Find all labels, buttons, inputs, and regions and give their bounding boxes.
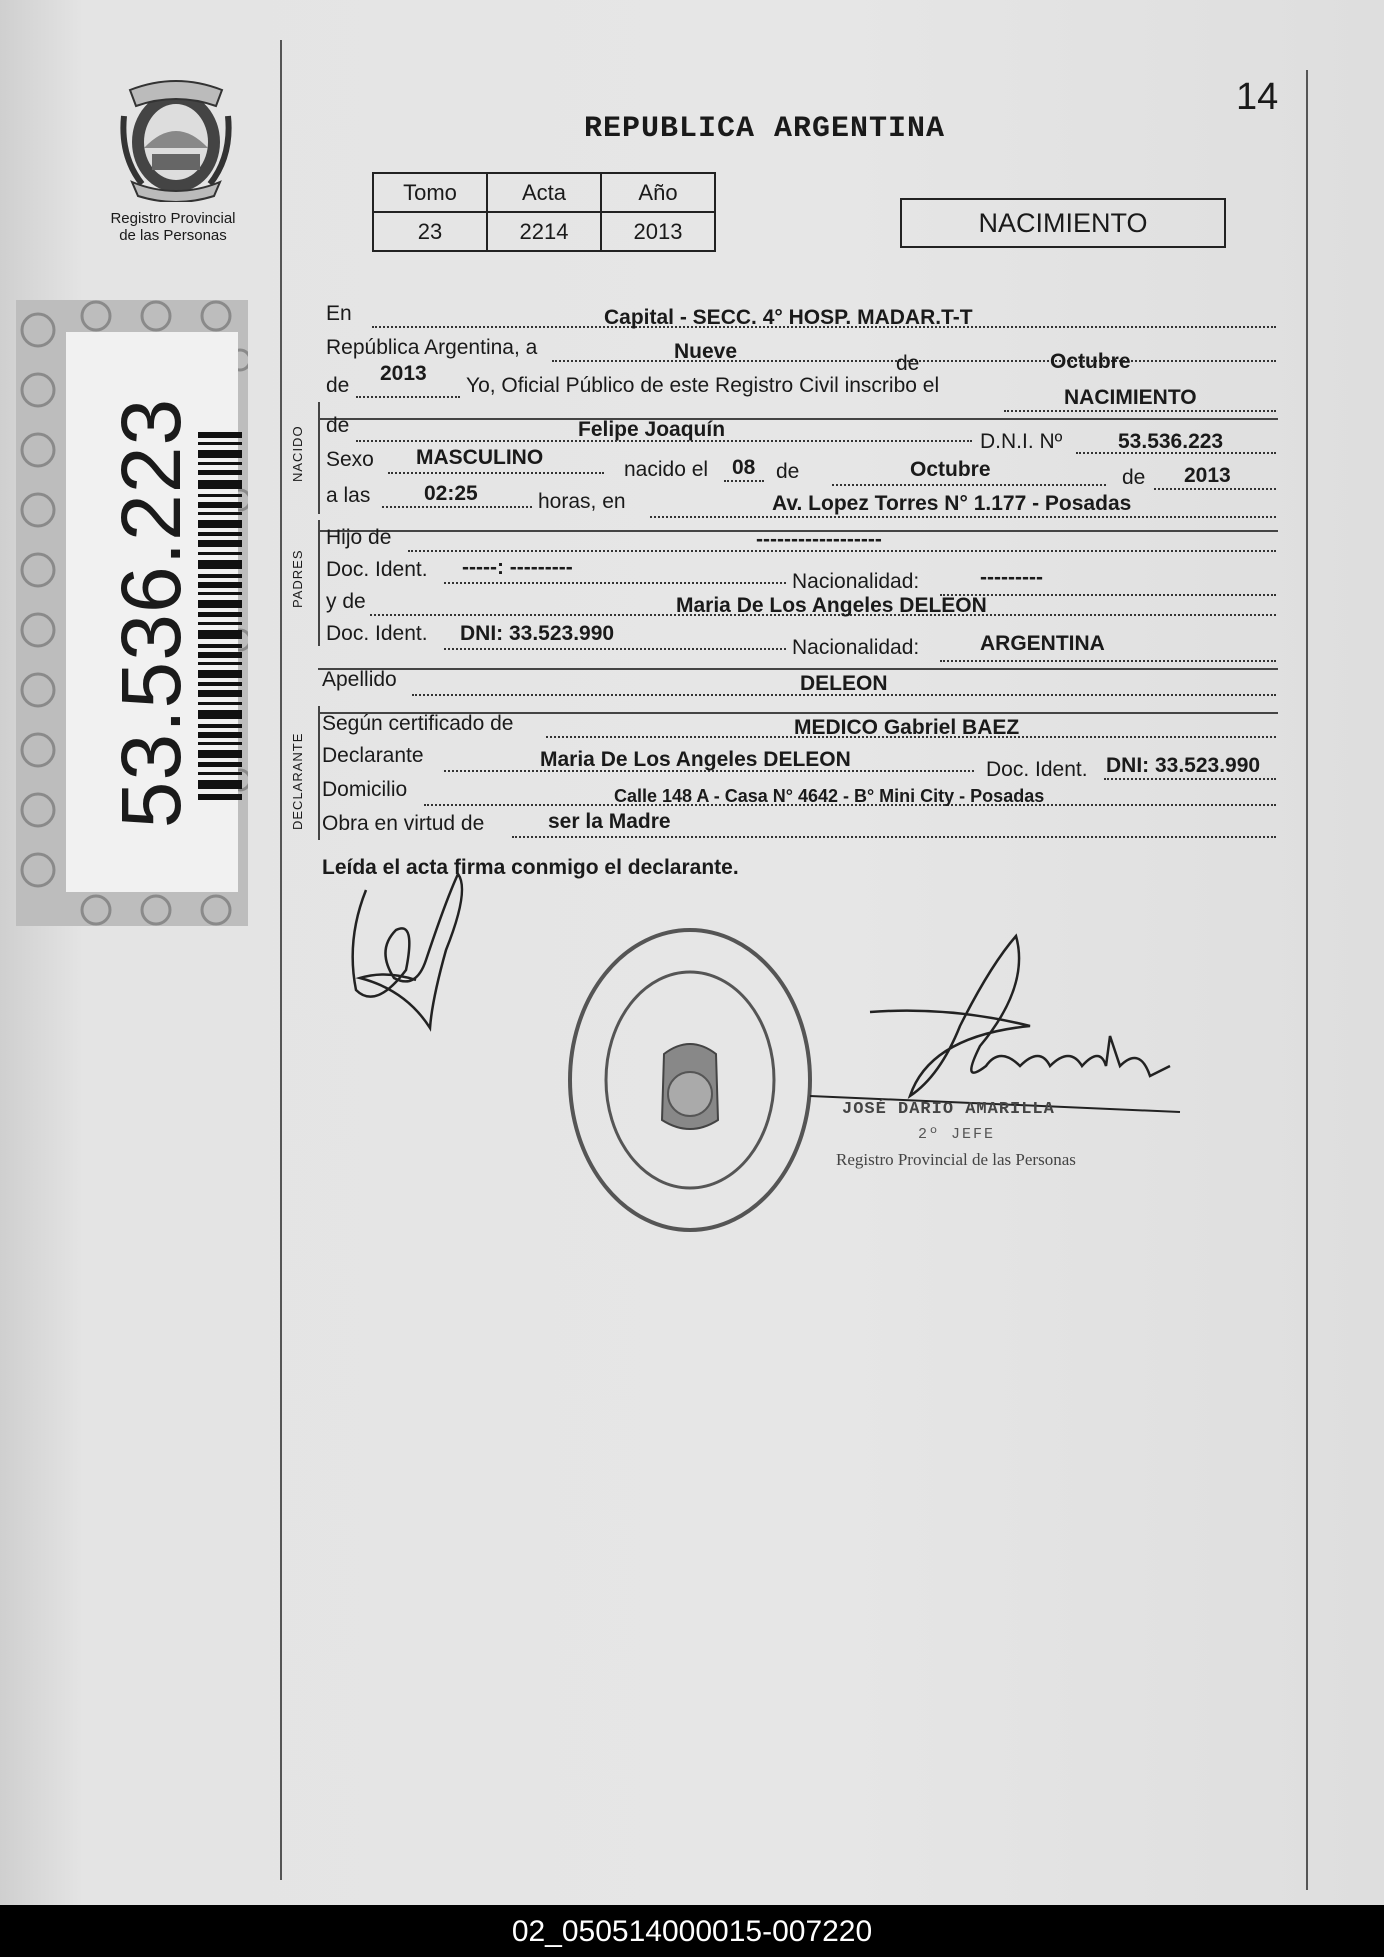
record-table-header: Año	[601, 173, 715, 212]
value-apellido: DELEON	[800, 672, 888, 695]
value-hora: 02:25	[424, 482, 478, 505]
value-padre-doc: -----: ---------	[462, 556, 573, 579]
label-nacionalidad-padre: Nacionalidad:	[792, 570, 920, 593]
declarante-section-border	[318, 706, 320, 840]
value-madre-nac: ARGENTINA	[980, 632, 1105, 655]
value-declarante: Maria De Los Angeles DELEON	[540, 748, 851, 771]
signatory-position: 2º JEFE	[918, 1126, 996, 1143]
misiones-coat-of-arms-logo	[118, 76, 234, 202]
dotted-line	[444, 582, 786, 584]
value-direccion-nac: Av. Lopez Torres N° 1.177 - Posadas	[772, 492, 1132, 515]
label-de: de	[896, 352, 920, 375]
value-lugar: Capital - SECC. 4° HOSP. MADAR.T-T	[604, 306, 973, 329]
barcode-strip	[16, 300, 248, 926]
value-obra: ser la Madre	[548, 810, 671, 833]
dotted-line	[444, 648, 786, 650]
dotted-line	[1154, 488, 1276, 490]
dotted-line	[1004, 410, 1276, 412]
value-dia-nac: 08	[732, 456, 756, 479]
label-doc-ident-declarante: Doc. Ident.	[986, 758, 1088, 781]
value-certificado: MEDICO Gabriel BAEZ	[794, 716, 1020, 739]
dotted-line	[512, 836, 1276, 838]
value-declarante-doc: DNI: 33.523.990	[1106, 754, 1261, 777]
value-dia-letras: Nueve	[674, 340, 738, 363]
left-margin-line	[280, 40, 282, 1880]
official-signature	[790, 926, 1190, 1116]
record-table-header: Tomo	[373, 173, 487, 212]
declarant-signature	[346, 860, 476, 1036]
label-de-nombre: de	[326, 414, 350, 437]
value-domicilio: Calle 148 A - Casa N° 4642 - B° Mini City - Posadas	[614, 786, 1045, 806]
dotted-line	[1104, 778, 1276, 780]
dotted-line	[940, 660, 1276, 662]
barcode-card	[66, 332, 238, 892]
dotted-line	[724, 480, 764, 482]
value-padre-nac: ---------	[980, 566, 1043, 589]
label-domicilio: Domicilio	[322, 778, 408, 801]
label-doc-ident-padre: Doc. Ident.	[326, 558, 428, 581]
signatory-name: JOSÉ DARIO AMARILLA	[842, 1100, 1055, 1119]
record-table-cell: 2214	[487, 212, 601, 251]
section-divider	[318, 418, 1278, 420]
value-madre-doc: DNI: 33.523.990	[460, 622, 615, 645]
dotted-line	[832, 484, 1106, 486]
label-apellido: Apellido	[322, 668, 397, 691]
label-republica: República Argentina, a	[326, 336, 538, 359]
label-yo: Yo, Oficial Público de este Registro Civil inscribo el	[466, 374, 940, 397]
value-mes-nac: Octubre	[910, 458, 991, 481]
record-table-value-row	[373, 212, 715, 251]
value-madre: Maria De Los Angeles DELEON	[676, 594, 987, 617]
label-hijo-de: Hijo de	[326, 526, 392, 549]
document-title: REPUBLICA ARGENTINA	[584, 112, 946, 146]
label-nacido-el: nacido el	[624, 458, 709, 481]
section-label-padres: PADRES	[290, 549, 305, 608]
record-table-cell: 2013	[601, 212, 715, 251]
label-declarante: Declarante	[322, 744, 424, 767]
dotted-line	[940, 594, 1276, 596]
padres-section-border	[318, 520, 320, 646]
dotted-line	[650, 516, 1276, 518]
record-table	[372, 172, 716, 252]
registry-label	[98, 210, 248, 244]
closing-statement: Leída el acta firma conmigo el declarante.	[322, 856, 739, 879]
label-obra: Obra en virtud de	[322, 812, 485, 835]
scan-id: 02_050514000015-007220	[511, 1915, 873, 1948]
label-doc-ident-madre: Doc. Ident.	[326, 622, 428, 645]
value-nombre: Felipe Joaquín	[578, 418, 726, 441]
record-table-cell: 23	[373, 212, 487, 251]
label-sexo: Sexo	[326, 448, 374, 471]
official-stamp	[564, 924, 816, 1236]
label-a-las: a las	[326, 484, 371, 507]
label-de-anio-nac: de	[1122, 466, 1146, 489]
label-de-mes-nac: de	[776, 460, 800, 483]
record-table-header-row	[373, 173, 715, 212]
section-label-nacido: NACIDO	[290, 425, 305, 482]
right-margin-line	[1306, 70, 1308, 1890]
section-label-declarante: DECLARANTE	[290, 732, 305, 830]
value-mes: Octubre	[1050, 350, 1131, 373]
scan-footer	[0, 1905, 1384, 1957]
dotted-line	[382, 506, 532, 508]
label-horas-en: horas, en	[538, 490, 626, 513]
value-dni: 53.536.223	[1118, 430, 1224, 453]
label-dni: D.N.I. Nº	[980, 430, 1063, 453]
barcode-number: 53.536.223	[104, 397, 198, 829]
dotted-line	[356, 396, 460, 398]
barcode-bars	[198, 432, 242, 802]
document-type-box: NACIMIENTO	[900, 198, 1226, 248]
value-anio: 2013	[380, 362, 427, 385]
section-divider	[318, 668, 1278, 670]
label-y-de: y de	[326, 590, 366, 613]
value-anio-nac: 2013	[1184, 464, 1231, 487]
signatory-registry: Registro Provincial de las Personas	[836, 1150, 1076, 1169]
page-number: 14	[1236, 76, 1279, 118]
value-sexo: MASCULINO	[416, 446, 544, 469]
record-table-header: Acta	[487, 173, 601, 212]
value-tipo: NACIMIENTO	[1064, 386, 1197, 409]
label-segun: Según certificado de	[322, 712, 514, 735]
label-en: En	[326, 302, 352, 325]
value-padre: ------------------	[756, 528, 882, 551]
registry-label-line2: de las Personas	[119, 227, 227, 244]
dotted-line	[388, 472, 604, 474]
label-de: de	[326, 374, 350, 397]
registry-label-line1: Registro Provincial	[110, 210, 236, 227]
label-nacionalidad-madre: Nacionalidad:	[792, 636, 920, 659]
